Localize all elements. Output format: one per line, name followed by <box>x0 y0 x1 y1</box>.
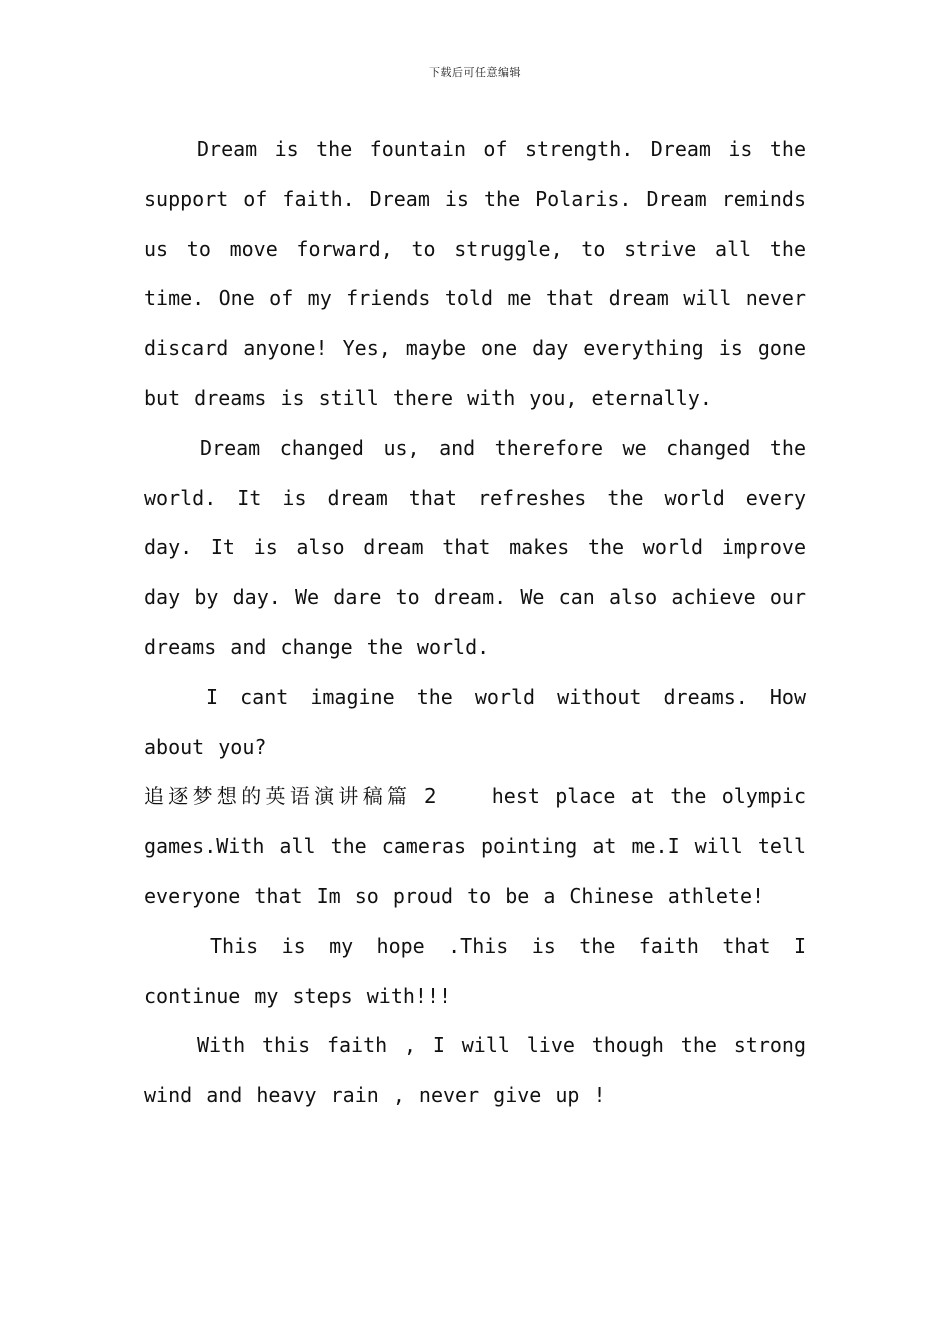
document-body <box>144 125 806 1121</box>
paragraph-dream-changed: Dream changed us, and therefore we changed the world. It is dream that refreshes the world every day. It is also dream that makes the world improve day by day. We dare to dream. We can also achieve our dreams and change the world. <box>144 435 806 659</box>
paragraph-imagine-world: I cant imagine the world without dreams. How about you? <box>144 684 806 759</box>
page-header: 下载后可任意编辑 <box>429 66 521 79</box>
section-heading: 追逐梦想的英语演讲稿篇 2 <box>144 784 440 809</box>
section-text: hest place at the olympic games.With all the cameras pointing at me.I will tell everyone that Im so proud to be a Chinese athlete! <box>144 784 806 908</box>
paragraph-hope: This is my hope .This is the faith that I continue my steps with!!! <box>144 933 806 1008</box>
paragraph-dream-strength: Dream is the fountain of strength. Dream is the support of faith. Dream is the Polaris. Dream reminds us to move forward, to struggle, to strive all the time. One of my friends told me that dream will never discard anyone! Yes, maybe one day everything is gone but dreams is still there with you, eternally. <box>144 137 806 410</box>
paragraph-faith: With this faith , I will live though the strong wind and heavy rain , never give up ! <box>144 1033 806 1108</box>
section-paragraph <box>144 772 806 921</box>
